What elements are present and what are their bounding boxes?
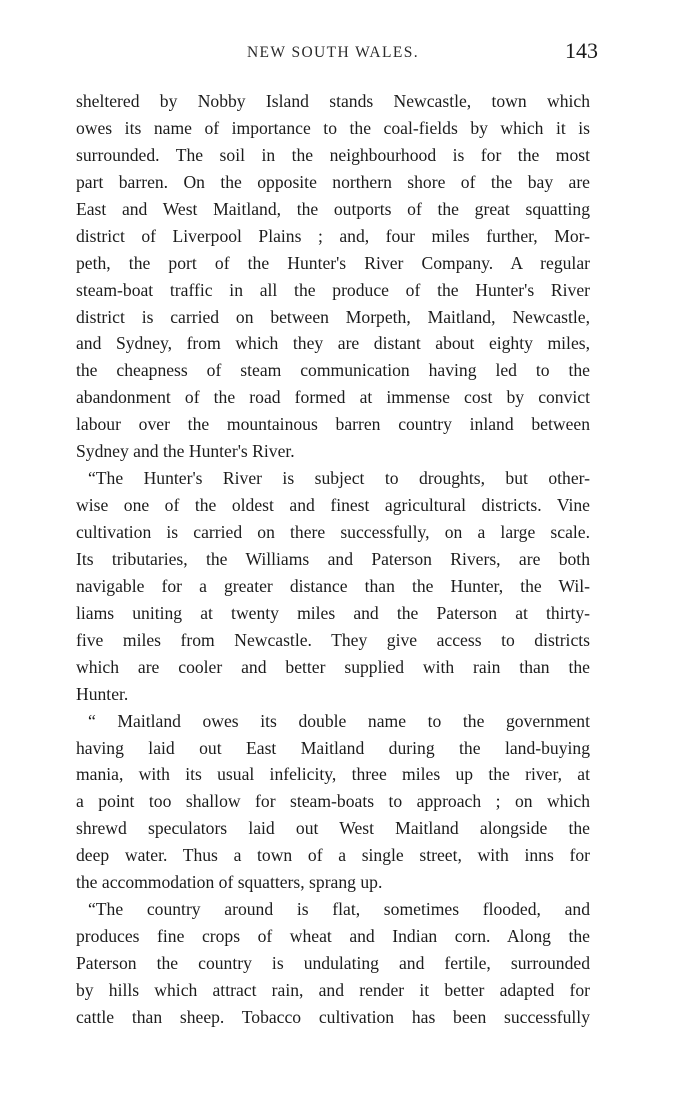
text-line: the accommodation of squatters, sprang up.	[76, 872, 383, 893]
page-number: 143	[565, 38, 598, 63]
paragraph-3	[76, 708, 590, 897]
text-line: surrounded. The soil in the neighbourhood is for the most	[76, 144, 590, 165]
text-line: part barren. On the opposite northern shore of the bay are	[76, 171, 590, 192]
text-line: labour over the mountainous barren country inland between	[76, 414, 590, 435]
text-line: five miles from Newcastle. They give access to districts	[76, 629, 590, 650]
text-line: a point too shallow for steam-boats to approach ; on which	[76, 791, 590, 812]
text-line: sheltered by Nobby Island stands Newcastle, town which	[76, 91, 590, 111]
text-line: having laid out East Maitland during the land-buying	[76, 737, 590, 758]
text-line: and Sydney, from which they are distant about eighty miles,	[76, 333, 590, 354]
text-line: “The country around is flat, sometimes flooded, and	[88, 899, 590, 920]
paragraph-1	[76, 88, 590, 465]
text-line: East and West Maitland, the outports of the great squatting	[76, 198, 590, 219]
text-line: abandonment of the road formed at immense cost by convict	[76, 387, 590, 408]
text-line: liams uniting at twenty miles and the Paterson at thirty-	[76, 602, 590, 623]
running-title: NEW SOUTH WALES.	[246, 44, 420, 61]
text-line: district of Liverpool Plains ; and, four miles further, Mor-	[76, 225, 590, 246]
running-head	[76, 38, 598, 68]
text-line: peth, the port of the Hunter's River Company. A regular	[76, 252, 590, 273]
body-text	[76, 88, 590, 1031]
text-line: which are cooler and better supplied with rain than the	[76, 656, 590, 677]
text-line: the cheapness of steam communication having led to the	[76, 360, 590, 381]
text-line: Paterson the country is undulating and fertile, surrounded	[76, 953, 590, 973]
text-line: deep water. Thus a town of a single street, with inns for	[76, 845, 590, 866]
text-line: mania, with its usual infelicity, three miles up the river, at	[76, 764, 590, 785]
text-line: Its tributaries, the Williams and Paterson Rivers, are both	[76, 548, 590, 569]
text-line: cattle than sheep. Tobacco cultivation has been successfully	[76, 1006, 590, 1027]
text-line: district is carried on between Morpeth, Maitland, Newcastle,	[76, 306, 590, 327]
paragraph-4	[76, 896, 590, 1031]
text-line: produces fine crops of wheat and Indian corn. Along the	[76, 926, 590, 947]
text-line: shrewd speculators laid out West Maitland alongside the	[76, 818, 590, 839]
text-line: steam-boat traffic in all the produce of the Hunter's River	[76, 279, 590, 300]
text-line: owes its name of importance to the coal-fields by which it is	[76, 117, 590, 138]
text-line: navigable for a greater distance than the Hunter, the Wil-	[76, 575, 590, 596]
text-line: wise one of the oldest and finest agricultural districts. Vine	[76, 495, 590, 516]
text-line: “The Hunter's River is subject to droughts, but other-	[88, 468, 590, 489]
paragraph-2	[76, 465, 590, 707]
text-line: Hunter.	[76, 683, 129, 704]
text-line: by hills which attract rain, and render it better adapted for	[76, 979, 590, 1000]
text-line: “ Maitland owes its double name to the government	[88, 710, 590, 731]
text-line: Sydney and the Hunter's River.	[76, 441, 295, 462]
text-line: cultivation is carried on there successfully, on a large scale.	[76, 522, 590, 542]
